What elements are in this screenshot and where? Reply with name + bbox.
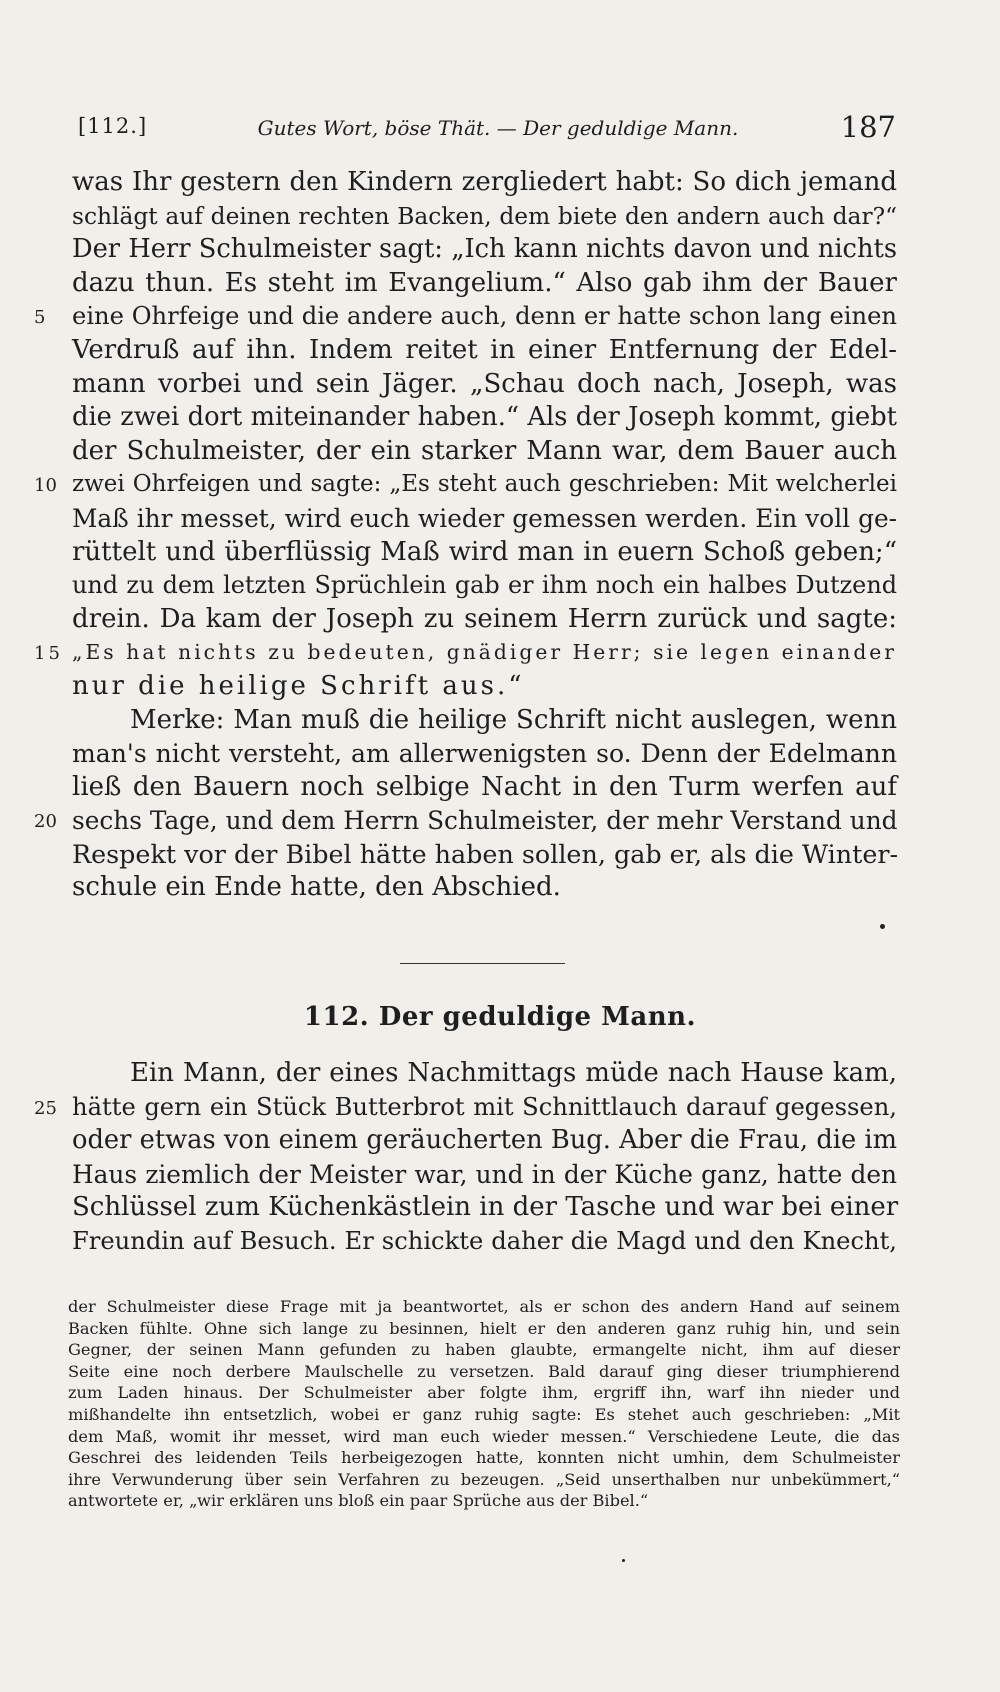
footnote-line <box>68 1382 900 1404</box>
line-text: Seite eine noch derbere Maulschelle zu versetzen. Bald darauf ging dieser triumphierend <box>68 1361 900 1381</box>
running-header <box>78 108 896 148</box>
line-text: Freundin auf Besuch. Er schickte daher die Magd und den Knecht, <box>72 1226 897 1255</box>
line-number: 25 <box>34 1097 57 1119</box>
print-speck <box>622 1559 625 1562</box>
text-line <box>72 502 897 536</box>
line-text: der Schulmeister diese Frage mit ja beantwortet, als er schon des andern Hand auf seinem <box>68 1297 900 1316</box>
line-text: schlägt auf deinen rechten Backen, dem biete den andern auch dar?“ <box>72 202 897 230</box>
text-line <box>72 200 897 234</box>
footnote-line <box>68 1361 900 1383</box>
section-heading: 112. Der geduldige Mann. <box>303 1002 697 1032</box>
line-text: mann vorbei und sein Jäger. „Schau doch nach, Joseph, was <box>72 368 897 399</box>
line-text: ließ den Bauern noch selbige Nacht in den Turm werfen auf <box>72 771 897 802</box>
main-text-block-2 <box>34 1057 899 1259</box>
text-line <box>72 536 897 570</box>
line-text: Merke: Man muß die heilige Schrift nicht auslegen, wenn <box>130 704 897 735</box>
text-line <box>72 1124 897 1158</box>
line-text: mißhandelte ihn entsetzlich, wobei er ganz ruhig sagte: Es stehet auch geschrieben: „Mit <box>68 1404 900 1424</box>
line-text: nur die heilige Schrift aus.“ <box>72 670 525 701</box>
line-number: 10 <box>34 475 57 497</box>
line-text: der Schulmeister, der ein starker Mann war, dem Bauer auch <box>72 435 897 466</box>
text-line <box>34 300 897 334</box>
main-text-block-1 <box>34 166 899 905</box>
line-text: Verdruß auf ihn. Indem reitet in einer Entfernung der Edel- <box>72 334 897 365</box>
line-text: sechs Tage, und dem Herrn Schulmeister, der mehr Verstand und <box>72 806 898 836</box>
line-text: Geschrei des leidenden Teils herbeigezogen hatte, konnten nicht umhin, dem Schulmeister <box>68 1448 900 1468</box>
text-line <box>72 1191 897 1225</box>
text-line <box>72 435 897 469</box>
footnote-line <box>68 1426 900 1448</box>
line-text: zum Laden hinaus. Der Schulmeister aber folgte ihm, ergriff ihn, warf ihn nieder und <box>68 1383 900 1403</box>
line-number: 5 <box>34 307 46 329</box>
line-text: Schlüssel zum Küchenkästlein in der Tasche und war bei einer <box>72 1192 899 1223</box>
text-line <box>72 771 897 805</box>
footnote-line <box>68 1447 900 1469</box>
text-line <box>72 737 897 771</box>
text-line <box>72 1225 897 1259</box>
line-text: schule ein Ende hatte, den Abschied. <box>72 872 561 903</box>
line-text: die zwei dort miteinander haben.“ Als der Joseph kommt, giebt <box>72 402 897 433</box>
text-line <box>72 1158 897 1192</box>
line-number: 15 <box>34 643 63 665</box>
line-text: Gegner, der seinen Mann gefunden zu haben glaubte, ermangelte nicht, ihm auf dieser <box>68 1340 900 1360</box>
text-line <box>34 636 897 670</box>
line-text: Ein Mann, der eines Nachmittags müde nach Hause kam, <box>130 1058 897 1088</box>
line-text: Maß ihr messet, wird euch wieder gemessen werden. Ein voll ge- <box>72 503 897 533</box>
line-text: man's nicht versteht, am allerwenigsten so. Denn der Edelmann <box>72 739 897 769</box>
line-text: „Es hat nichts zu bedeuten, gnädiger Herr; sie legen einander <box>72 640 897 665</box>
text-line <box>72 1057 897 1091</box>
footnote-line <box>68 1404 900 1426</box>
line-text: zwei Ohrfeigen und sagte: „Es steht auch geschrieben: Mit welcherlei <box>72 471 897 498</box>
line-text: eine Ohrfeige und die andere auch, denn er hatte schon lang einen <box>72 302 897 331</box>
footnote-block <box>68 1296 900 1512</box>
line-text: drein. Da kam der Joseph zu seinem Herrn zurück und sagte: <box>72 603 897 634</box>
line-text: Backen fühlte. Ohne sich lange zu besinnen, hielt er den anderen ganz ruhig hin, und sein <box>68 1318 900 1338</box>
text-line <box>34 804 898 838</box>
page-number: 187 <box>840 110 896 144</box>
section-divider <box>400 963 565 964</box>
footnote-line <box>68 1339 900 1361</box>
line-text: Respekt vor der Bibel hätte haben sollen, gab er, als die Winter- <box>72 838 899 869</box>
text-line <box>72 569 897 603</box>
text-line <box>72 670 897 704</box>
print-speck <box>880 924 885 929</box>
section-reference: [112.] <box>78 114 148 138</box>
line-text: dem Maß, womit ihr messet, wird man euch wieder messen.“ Verschiedene Leute, die das <box>68 1426 900 1446</box>
text-line <box>72 704 897 738</box>
line-text: oder etwas von einem geräucherten Bug. Aber die Frau, die im <box>72 1125 897 1156</box>
line-text: und zu dem letzten Sprüchlein gab er ihm noch ein halbes Dutzend <box>72 571 897 600</box>
line-text: Haus ziemlich der Meister war, und in der Küche ganz, hatte den <box>72 1159 897 1189</box>
text-line <box>72 368 897 402</box>
line-text: antwortete er, „wir erklären uns bloß ein paar Sprüche aus der Bibel.“ <box>68 1491 649 1511</box>
text-line <box>72 334 897 368</box>
text-line <box>72 233 897 267</box>
text-line <box>34 1091 897 1125</box>
line-text: ihre Verwunderung über sein Verfahren zu bezeugen. „Seid unserthalben nur unbekümmert,“ <box>68 1469 900 1489</box>
footnote-line <box>68 1469 900 1491</box>
line-text: dazu thun. Es steht im Evangelium.“ Also gab ihm der Bauer <box>72 267 897 298</box>
text-line <box>72 401 897 435</box>
text-line <box>34 468 897 502</box>
footnote-line <box>68 1490 900 1512</box>
line-number: 20 <box>34 811 57 833</box>
text-line <box>72 267 897 301</box>
line-text: hätte gern ein Stück Butterbrot mit Schnittlauch darauf gegessen, <box>72 1092 897 1121</box>
text-line <box>72 166 897 200</box>
footnote-line <box>68 1296 900 1318</box>
text-line <box>72 603 897 637</box>
line-text: rüttelt und überflüssig Maß wird man in euern Schoß geben;“ <box>72 536 897 567</box>
line-text: was Ihr gestern den Kindern zergliedert habt: So dich jemand <box>72 167 897 197</box>
text-line <box>72 871 897 905</box>
footnote-line <box>68 1318 900 1340</box>
line-text: Der Herr Schulmeister sagt: „Ich kann nichts davon und nichts <box>72 234 897 265</box>
text-line <box>72 838 897 872</box>
running-title: Gutes Wort, böse Thät. — Der geduldige Mann. <box>257 116 739 140</box>
